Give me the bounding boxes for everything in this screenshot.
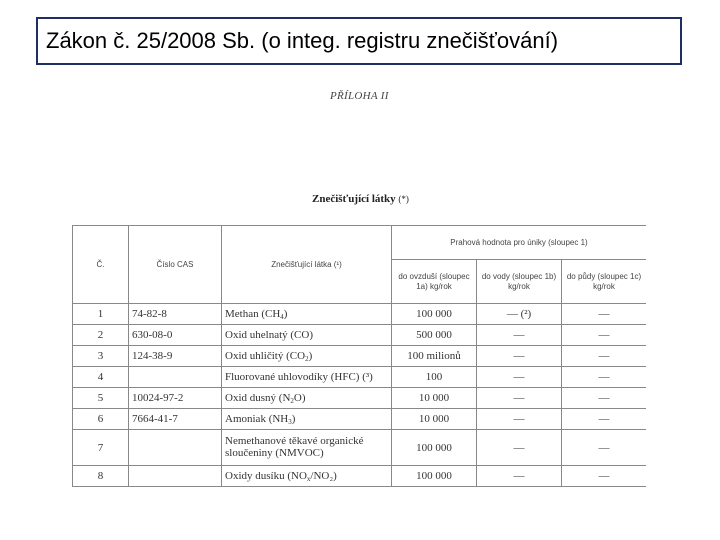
header-threshold: Prahová hodnota pro úniky (sloupec 1) [392, 226, 647, 260]
cell-soil: — [562, 430, 647, 466]
cell-cas: 124-38-9 [129, 346, 222, 367]
substance-subscript: 2 [290, 396, 294, 405]
table-heading-note: (*) [398, 194, 409, 204]
cell-soil: — [562, 346, 647, 367]
header-soil: do půdy (sloupec 1c) kg/rok [562, 260, 647, 304]
cell-water: — [477, 430, 562, 466]
cell-cas: 10024-97-2 [129, 388, 222, 409]
cell-soil: — [562, 325, 647, 346]
cell-no: 6 [73, 409, 129, 430]
substance-name: Oxid uhelnatý (CO) [225, 328, 313, 341]
cell-no: 7 [73, 430, 129, 466]
substance-name: Oxidy dusíku (NO [225, 469, 307, 482]
cell-air: 10 000 [392, 388, 477, 409]
substance-name: Fluorované uhlovodíky (HFC) (³) [225, 370, 373, 383]
substance-name-end: ) [283, 307, 288, 320]
header-air: do ovzduší (sloupec 1a) kg/rok [392, 260, 477, 304]
table-row [73, 346, 647, 367]
table-heading-text: Znečišťující látky [312, 193, 396, 205]
cell-air: 100 milionů [392, 346, 477, 367]
substance-name-end: /NO₂) [310, 469, 337, 482]
cell-water: — (²) [477, 304, 562, 325]
substance-name-end: O) [293, 391, 306, 404]
cell-air: 100 000 [392, 430, 477, 466]
substance-name: Methan (CH [225, 307, 281, 320]
substance-subscript: 4 [280, 312, 284, 321]
cell-substance [222, 466, 392, 487]
cell-no: 3 [73, 346, 129, 367]
substance-name-end: ) [308, 349, 313, 362]
cell-soil: — [562, 466, 647, 487]
table-row [73, 304, 647, 325]
substance-subscript: 3 [288, 417, 292, 426]
table-heading [312, 193, 409, 205]
cell-cas [129, 430, 222, 466]
table-row [73, 430, 647, 466]
cell-water: — [477, 466, 562, 487]
cell-air: 100 000 [392, 304, 477, 325]
header-substance: Znečišťující látka (¹) [222, 226, 392, 304]
cell-cas [129, 466, 222, 487]
substance-name-end: ) [291, 412, 296, 425]
cell-soil: — [562, 367, 647, 388]
cell-soil: — [562, 304, 647, 325]
cell-substance [222, 388, 392, 409]
header-row-top [73, 226, 647, 260]
cell-soil: — [562, 388, 647, 409]
header-cas: Číslo CAS [129, 226, 222, 304]
cell-air: 500 000 [392, 325, 477, 346]
cell-substance [222, 409, 392, 430]
cell-substance [222, 325, 392, 346]
table-row [73, 409, 647, 430]
cell-air: 100 [392, 367, 477, 388]
pollutant-table-wrapper [72, 225, 646, 497]
cell-cas: 630-08-0 [129, 325, 222, 346]
annex-label: PŘÍLOHA II [330, 90, 389, 102]
header-no: Č. [73, 226, 129, 304]
pollutant-table [72, 225, 646, 487]
substance-name: Oxid uhličitý (CO [225, 349, 306, 362]
table-row [73, 325, 647, 346]
cell-cas: 7664-41-7 [129, 409, 222, 430]
slide-title: Zákon č. 25/2008 Sb. (o integ. registru znečišťování) [46, 28, 559, 53]
cell-substance [222, 304, 392, 325]
cell-water: — [477, 409, 562, 430]
substance-name: Amoniak (NH [225, 412, 289, 425]
header-water: do vody (sloupec 1b) kg/rok [477, 260, 562, 304]
cell-cas: 74-82-8 [129, 304, 222, 325]
substance-subscript: 2 [305, 354, 309, 363]
cell-water: — [477, 388, 562, 409]
cell-no: 5 [73, 388, 129, 409]
cell-no: 1 [73, 304, 129, 325]
cell-water: — [477, 325, 562, 346]
table-row [73, 367, 647, 388]
table-row [73, 466, 647, 487]
cell-no: 8 [73, 466, 129, 487]
cell-substance [222, 346, 392, 367]
cell-cas [129, 367, 222, 388]
cell-water: — [477, 346, 562, 367]
cell-water: — [477, 367, 562, 388]
table-row [73, 388, 647, 409]
cell-substance [222, 430, 392, 466]
cell-air: 100 000 [392, 466, 477, 487]
cell-no: 4 [73, 367, 129, 388]
cell-soil: — [562, 409, 647, 430]
cell-no: 2 [73, 325, 129, 346]
cell-substance [222, 367, 392, 388]
substance-subscript: x [306, 474, 311, 483]
substance-name: Oxid dusný (N [225, 391, 291, 404]
substance-name: Nemethanové těkavé organické sloučeniny (NMVOC) [225, 435, 364, 459]
cell-air: 10 000 [392, 409, 477, 430]
